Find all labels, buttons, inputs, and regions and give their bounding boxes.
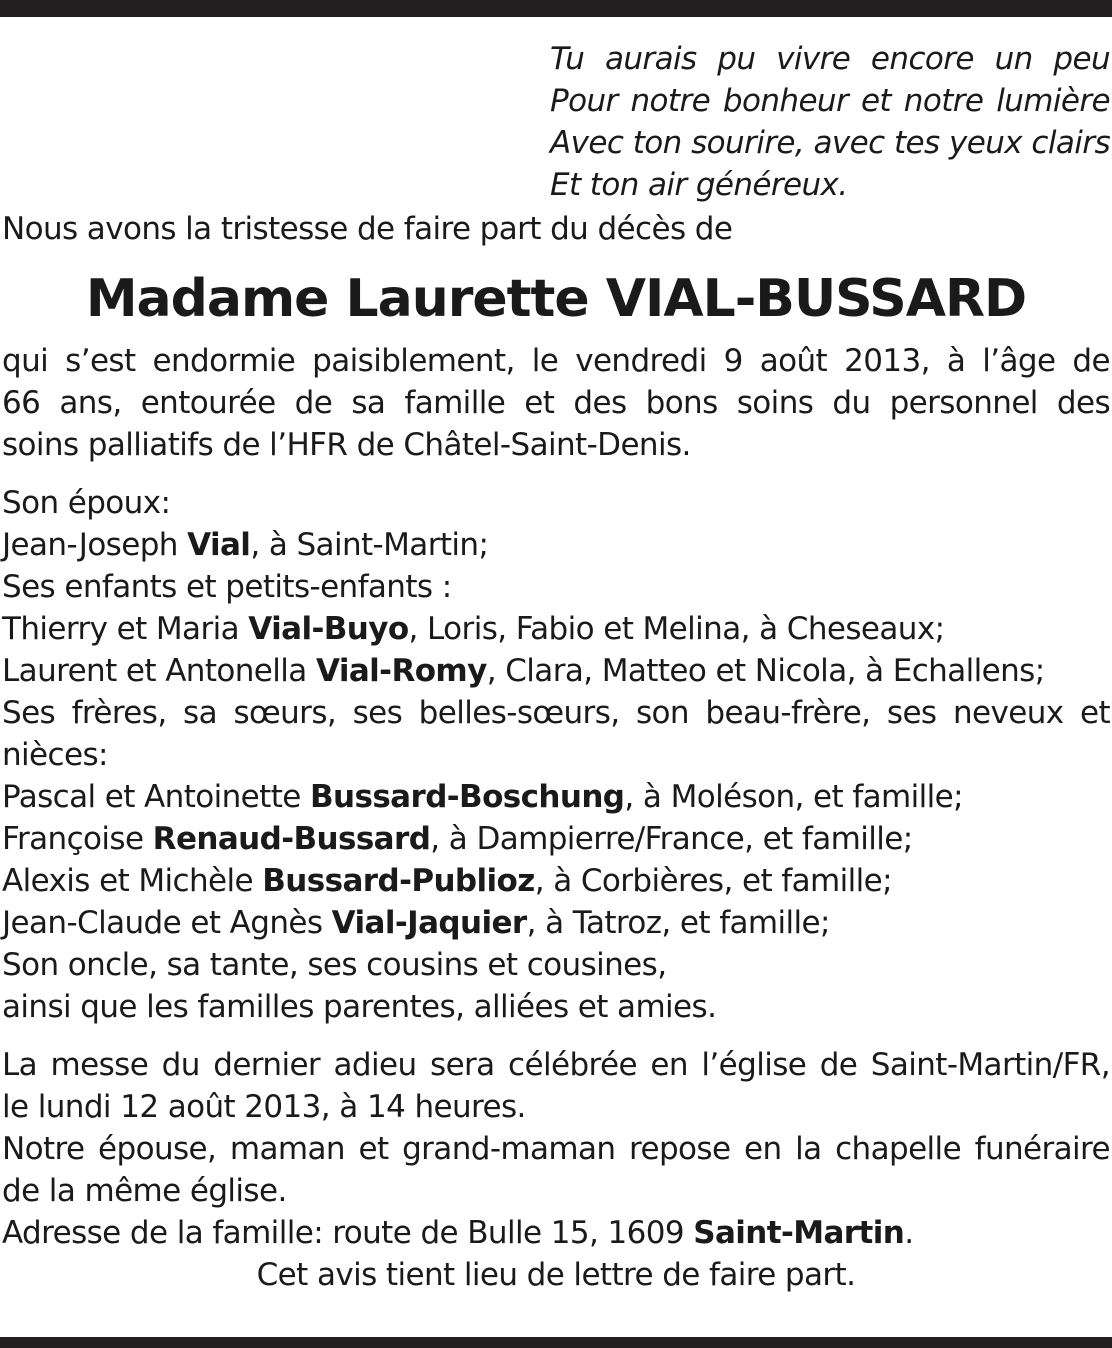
member-surname: Bussard-Publioz [262,863,535,899]
death-notice-line: qui s’est endormie paisiblement, le vendredi 9 août 2013, à l’âge de [2,343,1110,379]
ceremony-line: La messe du dernier adieu sera célébrée en l’église de Saint-Martin/FR, [2,1047,1110,1083]
member-suffix: , Clara, Matteo et Nicola, à Echallens; [486,653,1045,689]
family-member-line [2,902,1110,944]
poem-line: Tu aurais pu vivre encore un peu [550,41,1110,77]
poem-line: Avec ton sourire, avec tes yeux clairs [550,125,1110,161]
member-suffix: , Loris, Fabio et Melina, à Cheseaux; [408,611,945,647]
member-suffix: , à Dampierre/France, et famille; [430,821,913,857]
member-suffix: , à Tatroz, et famille; [526,905,830,941]
siblings-heading: nièces: [2,737,108,773]
address-prefix: Adresse de la famille: route de Bulle 15, 1609 [2,1215,694,1251]
member-prefix: Jean-Claude et Agnès [2,905,332,941]
poem-line: Pour notre bonheur et notre lumière [550,83,1110,119]
death-notice-paragraph [2,340,1110,466]
member-surname: Vial-Romy [315,653,487,689]
family-member-line [2,608,1110,650]
member-suffix: , à Saint-Martin; [250,527,489,563]
address-town: Saint-Martin [693,1215,905,1251]
bottom-border-rule [0,1337,1112,1348]
relatives-line: Son oncle, sa tante, ses cousins et cousines, [2,947,667,983]
member-prefix: Thierry et Maria [2,611,249,647]
member-surname: Vial [187,527,251,563]
family-member-line [2,650,1110,692]
member-prefix: Alexis et Michèle [2,863,263,899]
member-surname: Bussard-Boschung [309,779,625,815]
spouse-heading: Son époux: [2,485,171,521]
family-member-line [2,776,1110,818]
deceased-name: Madame Laurette VIAL-BUSSARD [85,269,1027,329]
family-member-line [2,860,1110,902]
ceremony-line: Notre épouse, maman et grand-maman repose en la chapelle funéraire [2,1131,1110,1167]
ceremony-details [2,1044,1110,1296]
member-prefix: Laurent et Antonella [2,653,316,689]
member-suffix: , à Moléson, et famille; [624,779,963,815]
member-surname: Vial-Jaquier [331,905,527,941]
top-border-rule [0,0,1112,17]
ceremony-line: le lundi 12 août 2013, à 14 heures. [2,1089,526,1125]
member-prefix: Françoise [2,821,153,857]
poem [550,38,1110,206]
family-list [2,482,1110,1028]
others-line: ainsi que les familles parentes, alliées et amies. [2,989,717,1025]
address-suffix: . [904,1215,914,1251]
poem-line: Et ton air généreux. [550,167,848,203]
death-notice-line: soins palliatifs de l’HFR de Châtel-Saint-Denis. [2,427,691,463]
siblings-heading: Ses frères, sa sœurs, ses belles-sœurs, son beau-frère, ses neveux et [2,695,1110,731]
member-prefix: Pascal et Antoinette [2,779,310,815]
member-surname: Vial-Buyo [248,611,409,647]
family-member-line [2,524,1110,566]
closing-note: Cet avis tient lieu de lettre de faire part. [256,1257,856,1293]
obituary-notice [2,38,1110,1296]
member-prefix: Jean-Joseph [2,527,188,563]
ceremony-line: de la même église. [2,1173,287,1209]
family-member-line [2,818,1110,860]
children-heading: Ses enfants et petits-enfants : [2,569,452,605]
member-surname: Renaud-Bussard [152,821,431,857]
death-notice-line: 66 ans, entourée de sa famille et des bons soins du personnel des [2,385,1110,421]
member-suffix: , à Corbières, et famille; [534,863,892,899]
family-address [2,1212,1110,1254]
intro-text: Nous avons la tristesse de faire part du décès de [2,211,733,247]
